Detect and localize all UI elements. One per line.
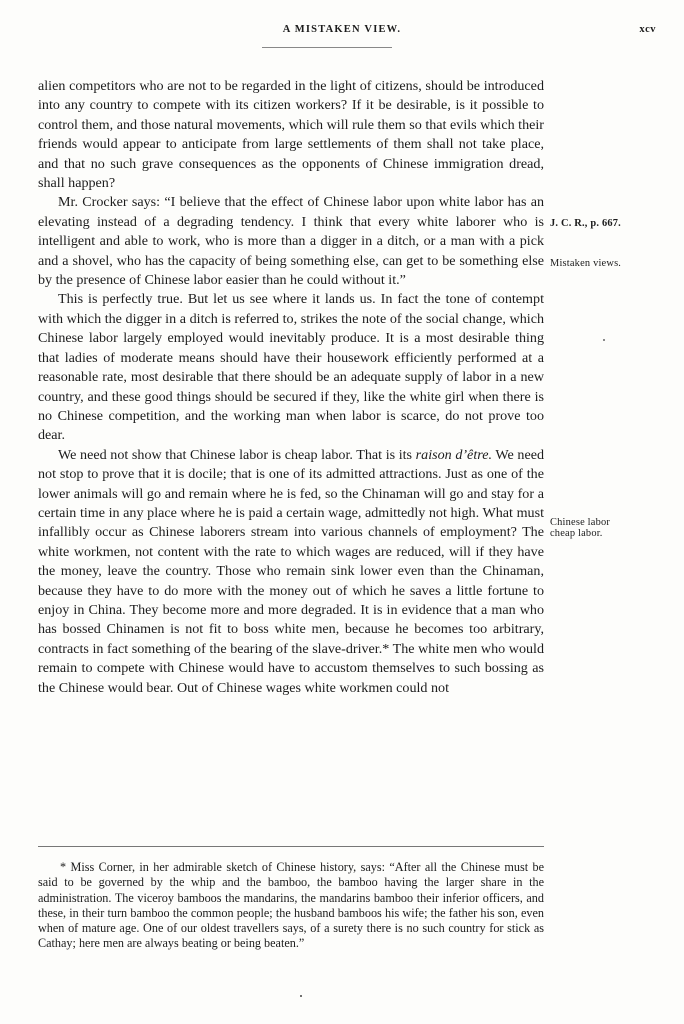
sidenote-mistaken-views: Mistaken views. bbox=[550, 258, 622, 269]
footnote bbox=[38, 860, 544, 952]
paragraph-2: Mr. Crocker says: “I believe that the effect of Chinese labor upon white labor has an elevating instead of a degrading tendency. I think that every white laborer who is intelligent and able to work, who is more than a digger in a ditch, or a man with a pick and a shovel, who has the capacity of being something else, can get to be something else by the presence of Chinese labor easier than he could without it.” bbox=[38, 194, 544, 289]
paragraph-3: This is perfectly true. But let us see where it lands us. In fact the tone of contempt with which the digger in a ditch is referred to, strikes the note of the social change, which Chinese labor largely employed would inevitably produce. It is a most desirable thing that ladies of moderate means should have their housework efficiently performed at a reasonable rate, most desirable that there should be an adequate supply of labor in a new country, and these good things should be secured if they, like the white girl when there is no Chinese competition, and the working man when labor is scarce, do not prove too dear. bbox=[38, 291, 544, 444]
paragraph-4-italic: raison d’être. bbox=[415, 446, 492, 463]
footnote-text: * Miss Corner, in her admirable sketch of Chinese history, says: “After all the Chinese must be said to be governed by the whip and the bamboo, the bamboo having the larger share in the administration. The viceroy bamboos the mandarins, the mandarins bamboo their inferior officers, and these, in their turn bamboo the common people; the husband bamboos his wife; the father his son, even when of mature age. One of our oldest travellers says, of a surety there is no such country for stick as Cathay; here men are always beating or being beaten.” bbox=[38, 860, 544, 951]
sidenote-cheap-labor-line1: Chinese labor bbox=[550, 517, 611, 528]
sidenote-cheap-labor-line2: cheap labor. bbox=[550, 528, 603, 539]
running-head-title: A MISTAKEN VIEW. bbox=[282, 24, 402, 35]
footnote-rule bbox=[38, 846, 544, 847]
main-text bbox=[38, 77, 544, 698]
paragraph-4 bbox=[38, 446, 544, 698]
paragraph-4-start: We need not show that Chinese labor is cheap labor. That is its bbox=[58, 446, 416, 463]
running-head bbox=[0, 24, 684, 42]
paragraph-1: alien competitors who are not to be regarded in the light of citizens, should be introduced into any country to compete with its citizen workers? If it be desirable, is it possible to control them, and those natural movements, which will rule them so that evils which their friends would appear to anticipate from large settlements of them shall not take place, and that no such grave consequences as the opponents of Chinese immigration dread, shall happen? bbox=[38, 78, 544, 192]
header-rule bbox=[262, 47, 392, 48]
page-number: xcv bbox=[639, 24, 656, 35]
page-speck-bottom bbox=[300, 995, 302, 997]
sidenote-reference: J. C. R., p. 667. bbox=[550, 218, 621, 229]
sidenote-cheap-labor bbox=[550, 517, 610, 539]
page-speck bbox=[603, 339, 605, 341]
paragraph-4-rest: We need not stop to prove that it is docile; that is one of its admitted attractions. Just as one of the lower animals will go and remain where he is fed, so the Chinaman will go and stay for a certain time in any place where he is paid a certain wage, admittedly not high. What must infallibly occur as Chinese laborers stream into various channels of employment? The white workmen, not content with the rate to which wages are reduced, will if they have the money, leave the country. Those who remain sink lower even than the Chinaman, because they have to do more with the money out of which he saves a little fortune to enjoy in China. They become more and more degraded. It is in evidence that a man who has bossed Chinamen is not fit to boss white men, because he becomes too arbitrary, contracts in fact something of the bearing of the slave-driver.* The white men who would remain to compete with Chinese would have to accustom themselves to such bossing as the Chinese would bear. Out of Chinese wages white workmen could not bbox=[38, 446, 545, 696]
